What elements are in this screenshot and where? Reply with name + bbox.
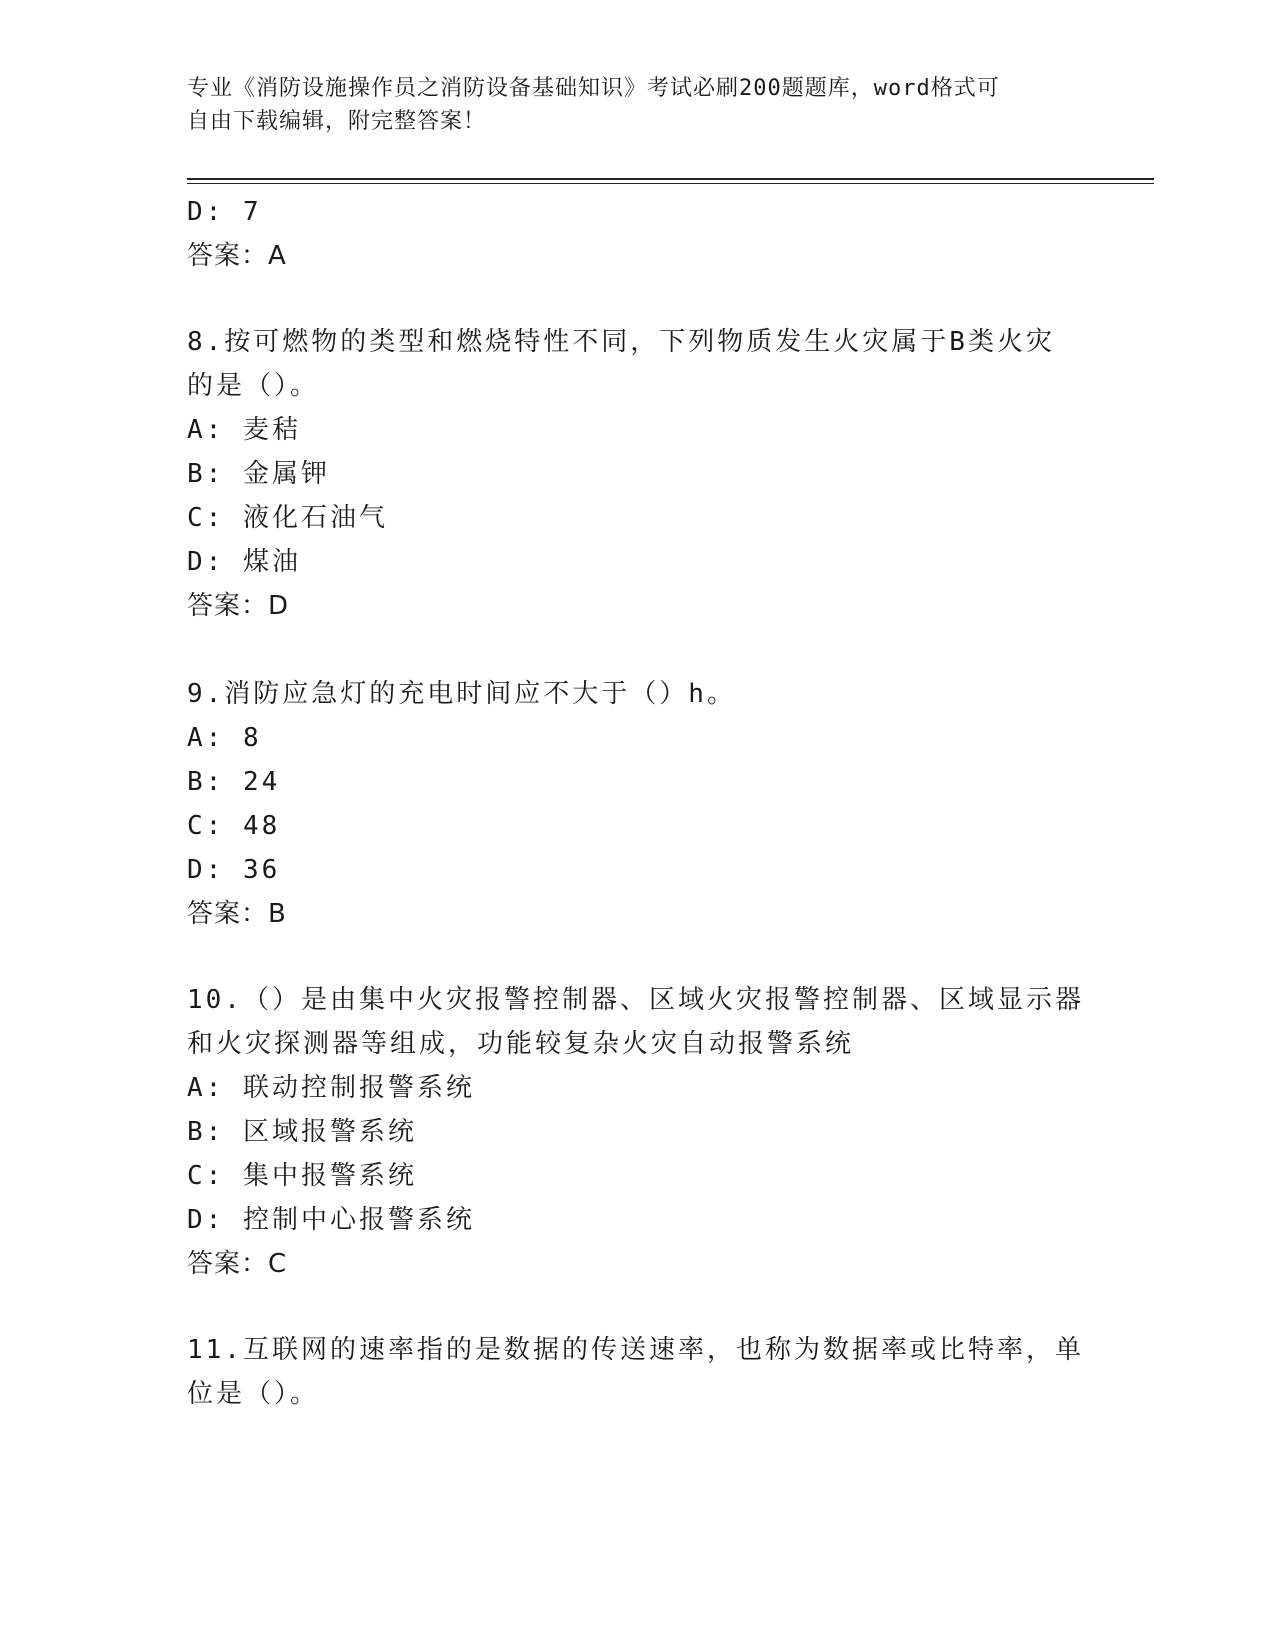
question-8-stem-line-2: 的是（）。	[187, 371, 320, 401]
question-10-answer: 答案：C	[187, 1249, 288, 1279]
question-9-answer: 答案：B	[187, 899, 287, 929]
question-9-stem-line-1: 9.消防应急灯的充电时间应不大于（）h。	[187, 679, 736, 709]
question-10-stem-line-1: 10.（）是由集中火灾报警控制器、区域火灾报警控制器、区域显示器	[187, 985, 1084, 1015]
question-10-option-b: B: 区域报警系统	[187, 1117, 417, 1147]
question-9-option-a: A: 8	[187, 723, 262, 753]
question-8-option-c: C: 液化石油气	[187, 503, 388, 533]
question-10-option-a: A: 联动控制报警系统	[187, 1073, 475, 1103]
document-header	[187, 72, 1067, 138]
question-11-stem-line-1: 11.互联网的速率指的是数据的传送速率，也称为数据率或比特率，单	[187, 1335, 1084, 1365]
question-8-answer: 答案：D	[187, 591, 290, 621]
question-10-option-d: D: 控制中心报警系统	[187, 1205, 475, 1235]
question-9-option-b: B: 24	[187, 767, 281, 797]
question-10-option-c: C: 集中报警系统	[187, 1161, 417, 1191]
prev-answer: 答案：A	[187, 241, 287, 271]
question-8-stem-line-1: 8.按可燃物的类型和燃烧特性不同，下列物质发生火灾属于B类火灾	[187, 327, 1055, 357]
header-divider	[187, 178, 1154, 180]
question-10-stem-line-2: 和火灾探测器等组成，功能较复杂火灾自动报警系统	[187, 1029, 855, 1059]
header-divider-thin	[187, 183, 1154, 184]
question-8-option-a: A: 麦秸	[187, 415, 301, 445]
header-line-1: 专业《消防设施操作员之消防设备基础知识》考试必刷200题题库，word格式可	[187, 76, 1000, 101]
question-9-option-d: D: 36	[187, 855, 281, 885]
header-line-2: 自由下载编辑，附完整答案！	[187, 109, 487, 134]
question-8-option-d: D: 煤油	[187, 547, 301, 577]
question-8-option-b: B: 金属钾	[187, 459, 330, 489]
question-9-option-c: C: 48	[187, 811, 281, 841]
question-11-stem-line-2: 位是（）。	[187, 1379, 320, 1409]
prev-option-d: D: 7	[187, 197, 262, 227]
